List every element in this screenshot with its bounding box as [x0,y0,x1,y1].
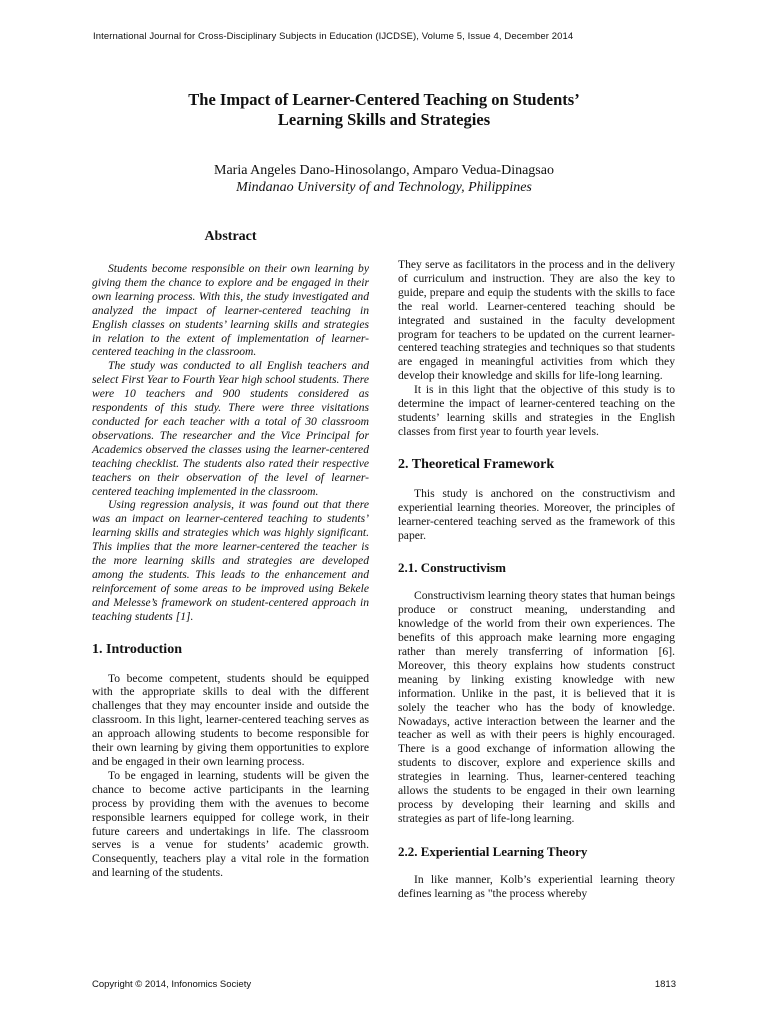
authors: Maria Angeles Dano-Hinosolango, Amparo Vedua-Dinagsao [214,163,554,178]
right-column [398,258,675,901]
objective-paragraph: It is in this light that the objective of this study is to determine the impact of learner-centered teaching on the students’ learning skills and strategies in the English classes from first year to fourth year levels. [398,383,675,438]
experiential-paragraph: In like manner, Kolb’s experiential learning theory defines learning as "the process whereby [398,872,675,900]
paper-title [84,90,684,130]
theoretical-framework-paragraph: This study is anchored on the constructivism and experiential learning theories. Moreover, the principles of learner-centered teaching served as the framework of this paper. [398,486,675,542]
experiential-heading: 2.2. Experiential Learning Theory [398,843,588,859]
constructivism-heading: 2.1. Constructivism [398,560,506,576]
abstract-paragraph: Using regression analysis, it was found out that there was an impact on learner-centered teaching to students’ learning skills and strategies which was highly significant. This implies that the more learner-centered the teacher is the more learning skills and strategies are developed among the students. This leads to the enhancement and reinforcement of some areas to be improved using Bekele and Melesse’s framework on student-centered approach in teaching students [1]. [92,498,369,623]
abstract-section [92,228,369,624]
introduction-heading: 1. Introduction [92,641,182,657]
affiliation: Mindanao University of and Technology, Philippines [236,180,532,195]
copyright-footer: Copyright © 2014, Infonomics Society [92,979,252,990]
title-line-2: Learning Skills and Strategies [277,110,491,129]
abstract-paragraph: The study was conducted to all English teachers and select First Year to Fourth Year high school students. There were 10 teachers and 900 students considered as respondents of this study. There were three visitations conducted for each teacher with a total of 30 classroom observations. The researcher and the Vice Principal for Academics observed the classes using the learner-centered teaching checklist. The students also rated their respective teachers on their observation of the level of learner-centered teaching implemented in the classroom. [92,359,369,498]
journal-header: International Journal for Cross-Disciplinary Subjects in Education (IJCDSE), Volume 5, Issue 4, December 2014 [93,31,574,42]
abstract-paragraph: Students become responsible on their own learning by giving them the chance to explore and be engaged in their own learning process. With this, the study investigated and analyzed the impact of learner-centered teaching in English classes on students’ learning skills and strategies in relation to the extent of implementation of learner-centered teaching in the classroom. [92,262,369,359]
left-column [92,228,369,880]
title-line-1: The Impact of Learner-Centered Teaching on Students’ [188,90,580,109]
introduction-continuation: They serve as facilitators in the process and in the delivery of curriculum and instruction. They are also the key to guide, prepare and equip the students with the skills to face the real world. Learner-centered teaching should be integrated and sustained in the faculty development program for teachers to be updated on the current learner-centered teaching strategies and techniques so that students are engaged in meaningful activities from which they develop their knowledge and skills for life-long learning. [398,258,675,383]
page-number: 1813 [654,979,676,990]
constructivism-paragraph: Constructivism learning theory states that human beings produce or construct meaning, understanding and knowledge of the world from their own experiences. The benefits of this approach make learning more engaging rather than merely transferring of information [6]. Moreover, this theory explains how students construct meaning by linking existing knowledge with new information. Unlike in the past, it is believed that it is solely the teacher who has the body of knowledge. Nowadays, active interaction between the learner and the teacher as well as with their peers is highly encouraged. There is a good exchange of information allowing the students to discover, explore and experience skills and strategies in learning. Thus, learner-centered teaching allows the students to be engaged in their own learning process by developing their learning and skills and strategies as part of life-long learning. [398,589,675,825]
introduction-paragraph: To be engaged in learning, students will be given the chance to become active participants in the learning process by providing them with the avenues to become responsible learners equipped for college work, in their future careers and undertakings in life. The classroom serves is a venue for students’ academic growth. Consequently, teachers play a vital role in the formation and learning of the students. [92,768,369,880]
theoretical-framework-heading: 2. Theoretical Framework [398,456,555,472]
introduction-paragraph: To become competent, students should be equipped with the appropriate skills to deal with the different challenges that they may encounter inside and outside the classroom. In this light, learner-centered teaching serves as an approach allowing students to become responsible for their own learning by giving them opportunities to explore and be engaged in their own learning process. [92,671,369,768]
abstract-heading: Abstract [204,229,257,244]
